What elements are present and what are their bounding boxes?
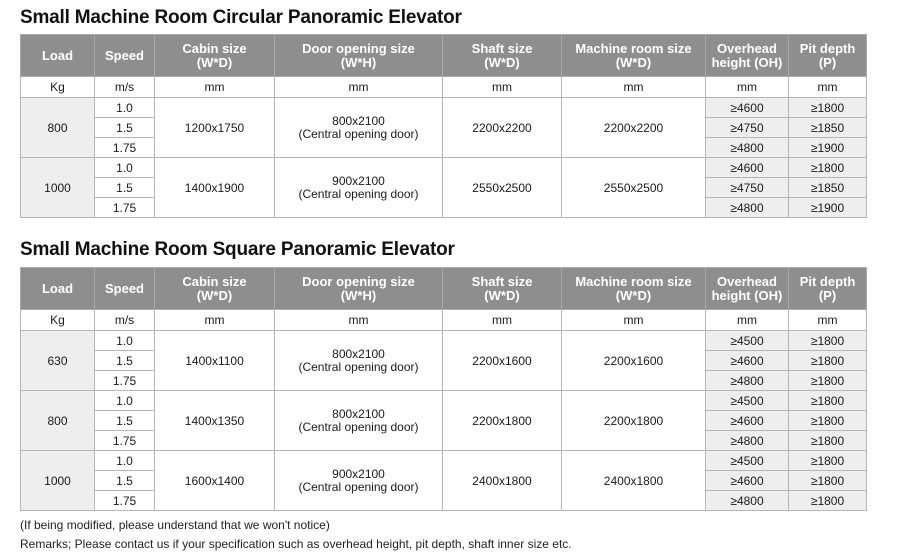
column-header-text: Cabin size	[182, 273, 247, 289]
load-cell: 1000	[21, 158, 95, 218]
circular-elevator-spec-table	[20, 34, 867, 218]
unit-cell: Kg	[21, 77, 95, 98]
column-header	[21, 35, 95, 77]
column-header-text: Pit depth	[799, 40, 856, 56]
overhead-height-cell: ≥4500	[706, 391, 789, 411]
column-header	[95, 35, 155, 77]
column-header	[789, 268, 867, 310]
pit-depth-cell: ≥1800	[789, 371, 867, 391]
overhead-height-cell: ≥4600	[706, 471, 789, 491]
pit-depth-cell: ≥1800	[789, 158, 867, 178]
column-header-text: (W*D)	[484, 54, 520, 70]
shaft-size-cell: 2200x1800	[443, 391, 562, 451]
column-header-text: height (OH)	[711, 54, 783, 70]
cabin-size-cell: 1400x1100	[155, 331, 275, 391]
cabin-size-cell: 1200x1750	[155, 98, 275, 158]
column-header-text: Shaft size	[471, 40, 533, 56]
column-header	[155, 35, 275, 77]
column-header-text: (W*D)	[615, 287, 652, 303]
unit-cell: mm	[155, 77, 275, 98]
column-header	[706, 268, 789, 310]
pit-depth-cell: ≥1800	[789, 411, 867, 431]
column-header-text: Shaft size	[471, 273, 533, 289]
table-row	[21, 451, 867, 471]
unit-cell: m/s	[95, 77, 155, 98]
speed-cell: 1.75	[95, 371, 155, 391]
door-type-note: (Central opening door)	[298, 186, 419, 201]
load-cell: 1000	[21, 451, 95, 511]
speed-cell: 1.0	[95, 331, 155, 351]
overhead-height-cell: ≥4500	[706, 331, 789, 351]
unit-cell: mm	[443, 310, 562, 331]
door-size-value: 900x2100	[332, 466, 385, 481]
unit-cell: mm	[443, 77, 562, 98]
door-size-cell	[275, 451, 443, 511]
pit-depth-cell: ≥1800	[789, 98, 867, 118]
unit-cell: mm	[562, 310, 706, 331]
speed-cell: 1.75	[95, 138, 155, 158]
column-header-text: Overhead	[717, 273, 777, 289]
unit-cell: mm	[155, 310, 275, 331]
pit-depth-cell: ≥1800	[789, 391, 867, 411]
pit-depth-cell: ≥1850	[789, 118, 867, 138]
column-header	[789, 35, 867, 77]
overhead-height-cell: ≥4800	[706, 138, 789, 158]
circular-elevator-title: Small Machine Room Circular Panoramic Elevator	[20, 7, 462, 28]
pit-depth-cell: ≥1800	[789, 331, 867, 351]
column-header-text: Load	[41, 280, 74, 296]
column-header-text: Cabin size	[182, 40, 247, 56]
load-cell: 800	[21, 391, 95, 451]
door-type-note: (Central opening door)	[298, 126, 419, 141]
table-row	[21, 391, 867, 411]
speed-cell: 1.0	[95, 391, 155, 411]
door-type-note: (Central opening door)	[298, 479, 419, 494]
overhead-height-cell: ≥4600	[706, 351, 789, 371]
column-header-text: (W*D)	[196, 54, 233, 70]
speed-cell: 1.0	[95, 451, 155, 471]
load-cell: 630	[21, 331, 95, 391]
load-cell: 800	[21, 98, 95, 158]
column-header-text: Machine room size	[575, 40, 692, 56]
speed-cell: 1.5	[95, 411, 155, 431]
unit-cell: m/s	[95, 310, 155, 331]
column-header-text: Pit depth	[799, 273, 856, 289]
column-header	[443, 35, 562, 77]
overhead-height-cell: ≥4750	[706, 178, 789, 198]
column-header-text: (W*D)	[196, 287, 233, 303]
unit-cell: Kg	[21, 310, 95, 331]
speed-cell: 1.75	[95, 491, 155, 511]
overhead-height-cell: ≥4800	[706, 371, 789, 391]
column-header	[562, 35, 706, 77]
shaft-size-cell: 2400x1800	[443, 451, 562, 511]
square-elevator-title: Small Machine Room Square Panoramic Elevator	[20, 239, 455, 260]
overhead-height-cell: ≥4600	[706, 158, 789, 178]
column-header-text: Door opening size	[302, 40, 415, 56]
speed-cell: 1.5	[95, 351, 155, 371]
door-size-cell	[275, 158, 443, 218]
column-header-text: (W*H)	[340, 54, 377, 70]
unit-cell: mm	[789, 310, 867, 331]
header-row	[21, 268, 867, 310]
overhead-height-cell: ≥4800	[706, 491, 789, 511]
table-row	[21, 98, 867, 118]
column-header-text: (W*D)	[484, 287, 520, 303]
machine-room-size-cell: 2550x2500	[562, 158, 706, 218]
machine-room-size-cell: 2400x1800	[562, 451, 706, 511]
pit-depth-cell: ≥1800	[789, 451, 867, 471]
overhead-height-cell: ≥4600	[706, 411, 789, 431]
unit-cell: mm	[706, 310, 789, 331]
unit-cell: mm	[789, 77, 867, 98]
door-size-cell	[275, 331, 443, 391]
speed-cell: 1.0	[95, 98, 155, 118]
column-header	[443, 268, 562, 310]
remarks-note: Remarks; Please contact us if your specification such as overhead height, pit depth, shaft inner size etc.	[20, 537, 572, 551]
column-header-text: Speed	[104, 280, 144, 296]
speed-cell: 1.5	[95, 471, 155, 491]
notes	[20, 516, 572, 554]
pit-depth-cell: ≥1850	[789, 178, 867, 198]
column-header	[155, 268, 275, 310]
column-header-text: (P)	[818, 54, 837, 70]
column-header-text: Speed	[104, 47, 144, 63]
shaft-size-cell: 2550x2500	[443, 158, 562, 218]
units-row	[21, 77, 867, 98]
overhead-height-cell: ≥4500	[706, 451, 789, 471]
door-size-cell	[275, 98, 443, 158]
cabin-size-cell: 1400x1900	[155, 158, 275, 218]
table-body	[21, 77, 867, 218]
pit-depth-cell: ≥1800	[789, 471, 867, 491]
pit-depth-cell: ≥1900	[789, 198, 867, 218]
modification-note: (If being modified, please understand that we won't notice)	[20, 518, 330, 532]
door-size-value: 800x2100	[332, 406, 385, 421]
table-header	[21, 268, 867, 310]
column-header	[706, 35, 789, 77]
units-row	[21, 310, 867, 331]
speed-cell: 1.75	[95, 198, 155, 218]
door-size-value: 800x2100	[332, 113, 385, 128]
cabin-size-cell: 1600x1400	[155, 451, 275, 511]
unit-cell: mm	[275, 310, 443, 331]
column-header-text: Machine room size	[575, 273, 692, 289]
column-header	[562, 268, 706, 310]
column-header	[95, 268, 155, 310]
column-header-text: (W*D)	[615, 54, 652, 70]
header-row	[21, 35, 867, 77]
column-header	[275, 268, 443, 310]
column-header-text: Door opening size	[302, 273, 415, 289]
overhead-height-cell: ≥4600	[706, 98, 789, 118]
door-size-cell	[275, 391, 443, 451]
table-row	[21, 158, 867, 178]
overhead-height-cell: ≥4800	[706, 431, 789, 451]
table-row	[21, 331, 867, 351]
speed-cell: 1.0	[95, 158, 155, 178]
column-header	[275, 35, 443, 77]
square-elevator-spec-table	[20, 267, 867, 511]
speed-cell: 1.5	[95, 178, 155, 198]
column-header-text: Overhead	[717, 40, 777, 56]
machine-room-size-cell: 2200x1800	[562, 391, 706, 451]
table-body	[21, 310, 867, 511]
shaft-size-cell: 2200x1600	[443, 331, 562, 391]
unit-cell: mm	[562, 77, 706, 98]
door-type-note: (Central opening door)	[298, 359, 419, 374]
column-header-text: (P)	[818, 287, 837, 303]
shaft-size-cell: 2200x2200	[443, 98, 562, 158]
pit-depth-cell: ≥1900	[789, 138, 867, 158]
machine-room-size-cell: 2200x1600	[562, 331, 706, 391]
pit-depth-cell: ≥1800	[789, 351, 867, 371]
pit-depth-cell: ≥1800	[789, 491, 867, 511]
cabin-size-cell: 1400x1350	[155, 391, 275, 451]
column-header-text: Load	[41, 47, 74, 63]
overhead-height-cell: ≥4750	[706, 118, 789, 138]
overhead-height-cell: ≥4800	[706, 198, 789, 218]
speed-cell: 1.5	[95, 118, 155, 138]
unit-cell: mm	[706, 77, 789, 98]
door-size-value: 800x2100	[332, 346, 385, 361]
column-header-text: height (OH)	[711, 287, 783, 303]
table-header	[21, 35, 867, 77]
speed-cell: 1.75	[95, 431, 155, 451]
door-size-value: 900x2100	[332, 173, 385, 188]
machine-room-size-cell: 2200x2200	[562, 98, 706, 158]
column-header-text: (W*H)	[340, 287, 377, 303]
pit-depth-cell: ≥1800	[789, 431, 867, 451]
unit-cell: mm	[275, 77, 443, 98]
door-type-note: (Central opening door)	[298, 419, 419, 434]
column-header	[21, 268, 95, 310]
